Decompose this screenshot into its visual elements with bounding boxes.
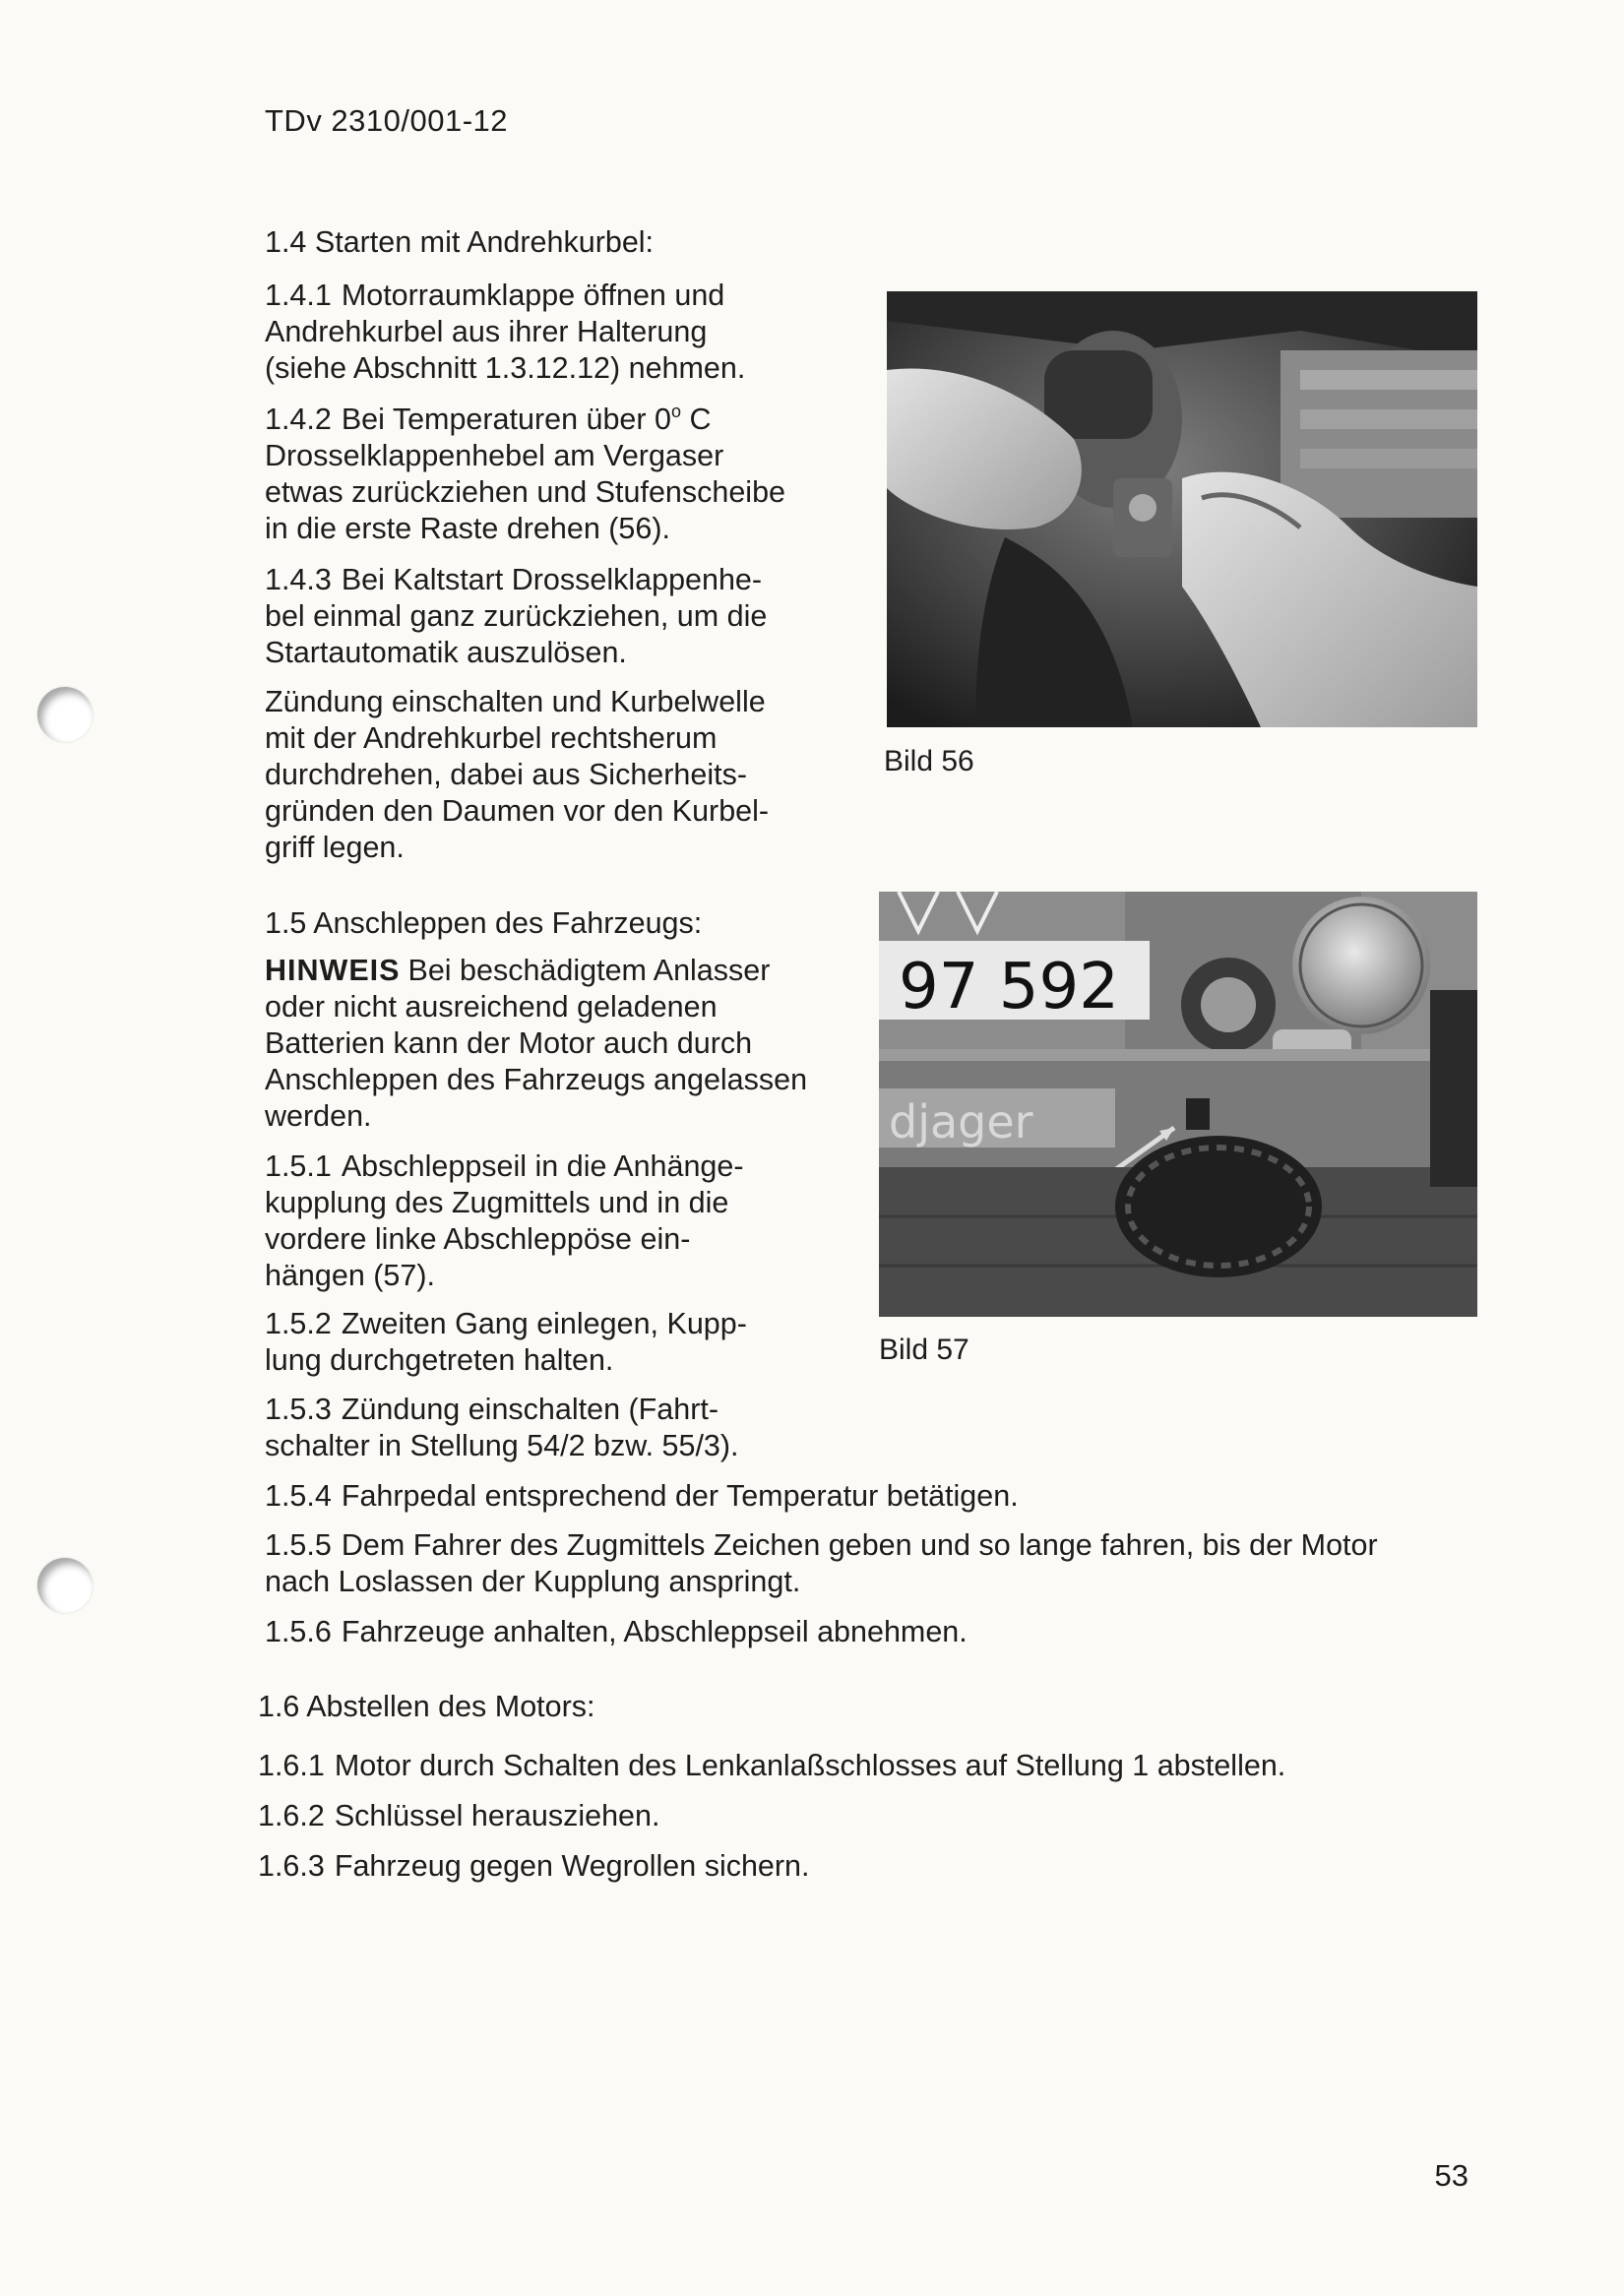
paragraph-1-6-2 — [258, 1798, 659, 1834]
text-line: Fahrzeug gegen Wegrollen sichern. — [334, 1849, 810, 1883]
text-line: C — [681, 403, 712, 436]
text-line: Fahrzeuge anhalten, Abschleppseil abnehmen. — [341, 1615, 968, 1648]
text-line: in die erste Raste drehen (56). — [265, 512, 670, 545]
text-line: durchdrehen, dabei aus Sicherheits- — [265, 758, 747, 791]
text-line: Dem Fahrer des Zugmittels Zeichen geben und so lange fahren, bis der Motor — [341, 1528, 1378, 1562]
text-line: bel einmal ganz zurückziehen, um die — [265, 599, 768, 633]
text-line: Schlüssel herausziehen. — [334, 1799, 660, 1832]
document-header: TDv 2310/001-12 — [265, 103, 509, 138]
vehicle-front-photo-illustration — [879, 892, 1477, 1317]
text-line: kupplung des Zugmittels und in die — [265, 1186, 729, 1219]
paragraph-number: 1.6.1 — [258, 1749, 325, 1782]
text-line: Motorraumklappe öffnen und — [341, 279, 725, 312]
hinweis-label: HINWEIS — [265, 954, 401, 987]
paragraph-number: 1.5.5 — [265, 1528, 332, 1562]
binder-hole-top — [37, 687, 93, 742]
text-line: Zündung einschalten und Kurbelwelle — [265, 685, 766, 718]
text-line: nach Loslassen der Kupplung anspringt. — [265, 1565, 801, 1598]
text-line: oder nicht ausreichend geladenen — [265, 990, 718, 1024]
paragraph-1-4-ignition — [265, 684, 769, 866]
paragraph-1-5-6 — [265, 1614, 968, 1650]
hinweis-note — [265, 953, 807, 1135]
text-line: gründen den Daumen vor den Kurbel- — [265, 794, 770, 828]
degree-superscript: o — [671, 402, 682, 421]
text-line: Fahrpedal entsprechend der Temperatur betätigen. — [341, 1479, 1019, 1513]
paragraph-number: 1.4.2 — [265, 403, 332, 436]
section-1-4-title: 1.4 Starten mit Andrehkurbel: — [265, 225, 655, 259]
paragraph-1-6-3 — [258, 1848, 809, 1885]
paragraph-number: 1.5.3 — [265, 1393, 332, 1426]
text-line: Motor durch Schalten des Lenkanlaßschlosses auf Stellung 1 abstellen. — [334, 1749, 1286, 1782]
text-line: Drosselklappenhebel am Vergaser — [265, 439, 724, 472]
text-line: Anschleppen des Fahrzeugs angelassen — [265, 1063, 808, 1096]
text-line: (siehe Abschnitt 1.3.12.12) nehmen. — [265, 351, 746, 385]
figure-57-photo — [879, 892, 1477, 1317]
text-line: schalter in Stellung 54/2 bzw. 55/3). — [265, 1429, 739, 1462]
paragraph-1-5-2 — [265, 1306, 747, 1379]
paragraph-number: 1.6.3 — [258, 1849, 325, 1883]
paragraph-1-5-3 — [265, 1392, 739, 1464]
paragraph-1-6-1 — [258, 1748, 1285, 1784]
text-line: Bei beschädigtem Anlasser — [407, 954, 771, 987]
paragraph-number: 1.4.1 — [265, 279, 332, 312]
text-line: Zweiten Gang einlegen, Kupp- — [341, 1307, 747, 1340]
figure-56-photo — [887, 291, 1477, 727]
paragraph-1-5-1 — [265, 1148, 744, 1294]
bumper-sign-text: djager — [889, 1095, 1033, 1148]
text-line: Abschleppseil in die Anhänge- — [341, 1149, 744, 1183]
text-line: werden. — [265, 1099, 372, 1133]
paragraph-1-4-3 — [265, 562, 767, 671]
paragraph-1-4-1 — [265, 278, 745, 387]
figure-56-caption: Bild 56 — [884, 745, 974, 777]
text-line: lung durchgetreten halten. — [265, 1343, 614, 1377]
carburetor-photo-illustration — [887, 291, 1477, 727]
text-line: Batterien kann der Motor auch durch — [265, 1026, 753, 1060]
paragraph-number: 1.5.1 — [265, 1149, 332, 1183]
page-number: 53 — [1434, 2158, 1468, 2193]
section-1-5-title: 1.5 Anschleppen des Fahrzeugs: — [265, 906, 703, 940]
paragraph-number: 1.5.6 — [265, 1615, 332, 1648]
text-line: Bei Kaltstart Drosselklappenhe- — [341, 563, 763, 596]
text-line: vordere linke Abschleppöse ein- — [265, 1222, 691, 1256]
text-line: Zündung einschalten (Fahrt- — [341, 1393, 718, 1426]
figure-57-caption: Bild 57 — [879, 1334, 969, 1366]
paragraph-number: 1.5.4 — [265, 1479, 332, 1513]
paragraph-1-5-4 — [265, 1478, 1019, 1515]
paragraph-number: 1.4.3 — [265, 563, 332, 596]
paragraph-1-5-5 — [265, 1527, 1378, 1600]
binder-hole-bottom — [37, 1558, 93, 1613]
text-line: Bei Temperaturen über 0 — [341, 403, 671, 436]
text-line: hängen (57). — [265, 1259, 435, 1292]
text-line: Startautomatik auszulösen. — [265, 636, 627, 669]
license-plate-text: 97 592 — [899, 951, 1119, 1024]
paragraph-number: 1.6.2 — [258, 1799, 325, 1832]
paragraph-number: 1.5.2 — [265, 1307, 332, 1340]
text-line: griff legen. — [265, 831, 405, 864]
text-line: etwas zurückziehen und Stufenscheibe — [265, 475, 785, 509]
text-line: mit der Andrehkurbel rechtsherum — [265, 721, 718, 755]
paragraph-1-4-2 — [265, 402, 785, 547]
section-1-6-title: 1.6 Abstellen des Motors: — [258, 1690, 595, 1723]
text-line: Andrehkurbel aus ihrer Halterung — [265, 315, 708, 348]
